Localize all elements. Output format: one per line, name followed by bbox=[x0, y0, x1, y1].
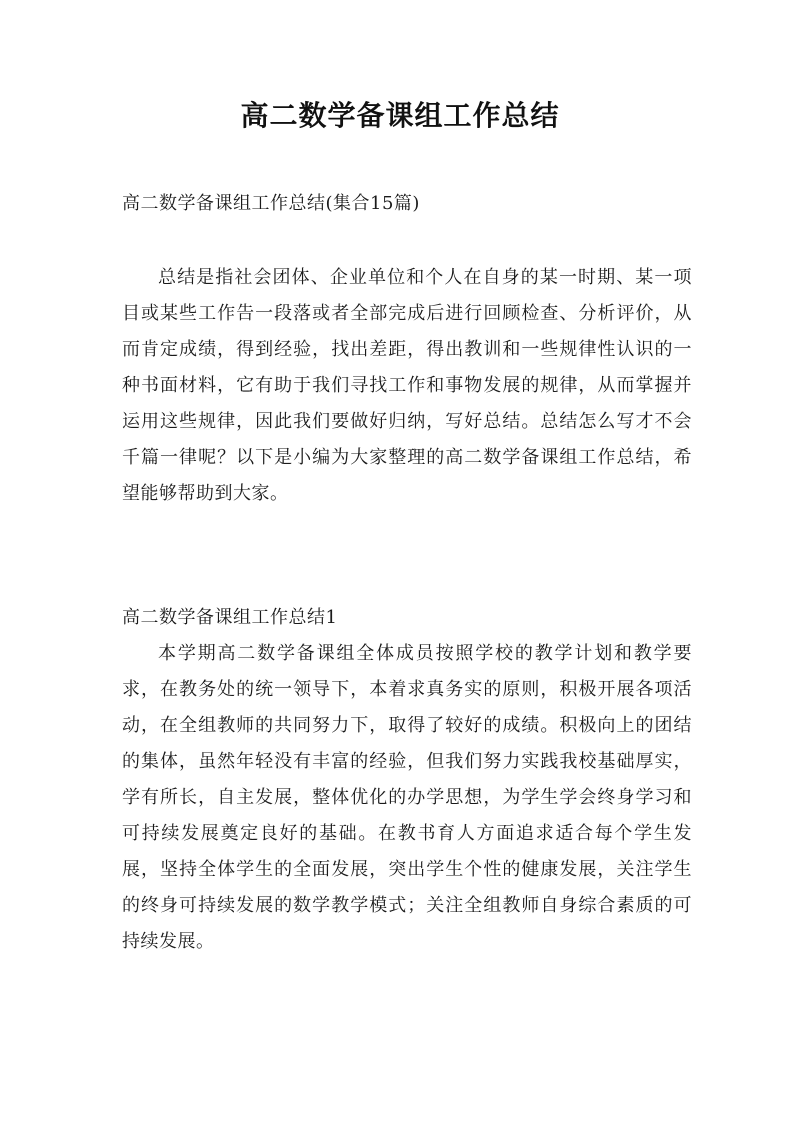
document-title: 高二数学备课组工作总结 bbox=[240, 99, 560, 132]
section-body-paragraph: 本学期高二数学备课组全体成员按照学校的教学计划和教学要求，在教务处的统一领导下，本着求真务实的原则，积极开展各项活动，在全组教师的共同努力下，取得了较好的成绩。积极向上的团结的集体，虽然年轻没有丰富的经验，但我们努力实践我校基础厚实，学有所长，自主发展，整体优化的办学思想，为学生学会终身学习和可持续发展奠定良好的基础。在教书育人方面追求适合每个学生发展，坚持全体学生的全面发展，突出学生个性的健康发展，关注学生的终身可持续发展的数学教学模式；关注全组教师自身综合素质的可持续发展。 bbox=[122, 643, 692, 952]
document-subtitle: 高二数学备课组工作总结(集合15篇) bbox=[122, 193, 420, 214]
section-heading: 高二数学备课组工作总结1 bbox=[122, 607, 338, 628]
intro-paragraph: 总结是指社会团体、企业单位和个人在自身的某一时期、某一项目或某些工作告一段落或者全部完成后进行回顾检查、分析评价，从而肯定成绩，得到经验，找出差距，得出教训和一些规律性认识的一种书面材料，它有助于我们寻找工作和事物发展的规律，从而掌握并运用这些规律，因此我们要做好归纳，写好总结。总结怎么写才不会千篇一律呢？以下是小编为大家整理的高二数学备课组工作总结，希望能够帮助到大家。 bbox=[122, 267, 692, 504]
